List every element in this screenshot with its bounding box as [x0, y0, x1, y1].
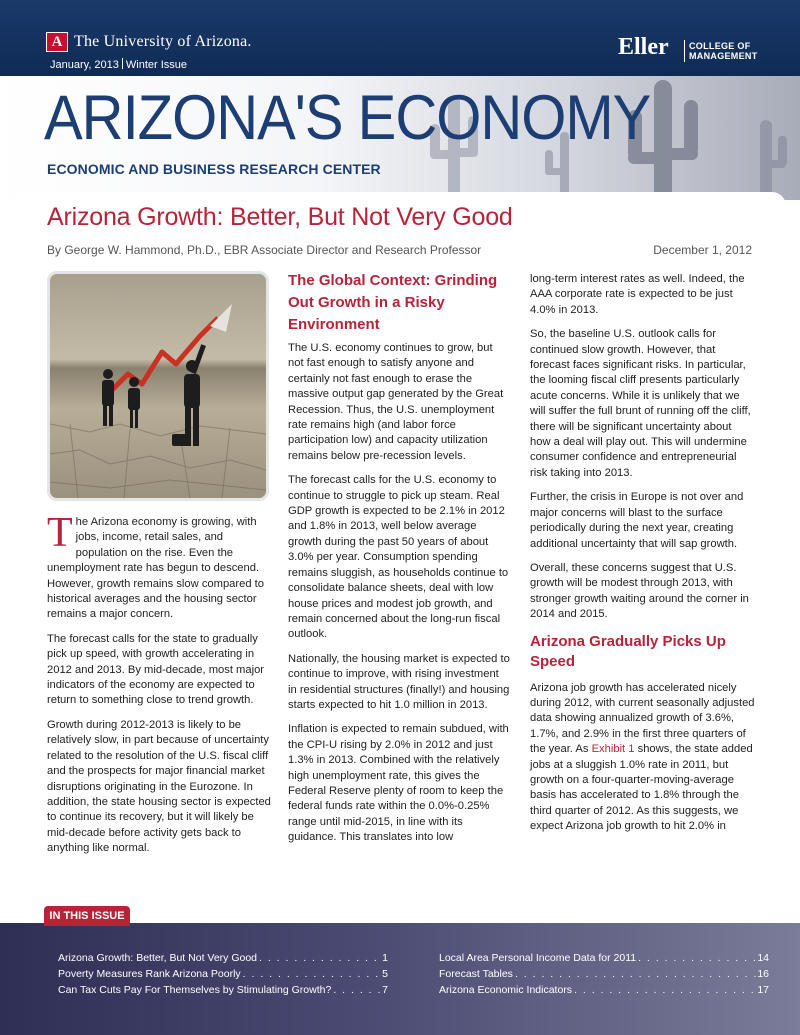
col1-paragraph-1-text: he Arizona economy is growing, with jobs, income, retail sales, and population on the rise. Even the unemployment rate has begun to descend. However, growth remains slow compared to historical averages and the housing sector remains a major concern.: [47, 516, 265, 621]
toc-item[interactable]: [439, 982, 769, 998]
toc-item-title: Poverty Measures Rank Arizona Poorly: [58, 968, 241, 980]
eller-sub-line2: MANAGEMENT: [689, 51, 758, 61]
article-column-1: [47, 510, 271, 866]
exhibit-1-link[interactable]: Exhibit 1: [591, 743, 635, 756]
in-this-issue-label: IN THIS ISSUE: [44, 906, 130, 926]
col2-paragraph-2: The forecast calls for the U.S. economy to continue to struggle to pick up steam. Real GDP growth is expected to be 2.1% in 2012 and 1.8% in 2013, well below average growth during the past 50 years of about 3.0% per year. Consumption spending remains sluggish, as households continue to consolidate balance sheets, deal with low house prices and modest job growth, and remain concerned about the long-run fiscal outlook.: [288, 474, 509, 641]
toc-item-page: 17: [757, 984, 769, 996]
toc-item[interactable]: [439, 950, 769, 966]
university-name: The University of Arizona.: [74, 33, 252, 50]
toc-item-title: Local Area Personal Income Data for 2011: [439, 952, 637, 964]
drop-cap: T: [47, 510, 73, 556]
toc-leader: [636, 950, 757, 966]
col3-paragraph-3: Further, the crisis in Europe is not over and major concerns will blast to the surface periodically during the next year, creating additional uncertainty that will sap growth.: [530, 491, 744, 550]
masthead-bar: [0, 0, 800, 76]
toc-leader: [257, 950, 382, 966]
article-photo: [47, 271, 269, 501]
toc-item-title: Arizona Growth: Better, But Not Very Good: [58, 952, 258, 964]
toc-item-title: Can Tax Cuts Pay For Themselves by Stimulating Growth?: [58, 984, 332, 996]
col3-paragraph-4: Overall, these concerns suggest that U.S. growth will be modest through 2013, with stronger growth waiting around the corner in 2014 and 2015.: [530, 561, 749, 621]
col3-paragraph-5-end: shows, the state added jobs at a sluggish 1.0% rate in 2011, but growth on a four-quarter-moving-average basis has accelerated to 1.8% through the third quarter of 2012. As this suggests, we expect Arizona job growth to hit 2.0% in: [530, 743, 753, 833]
section-heading-global-context: The Global Context: Grinding Out Growth in a Risky Environment: [288, 272, 498, 333]
business-people-growth-arrow-icon: [50, 274, 266, 498]
toc-item[interactable]: [58, 982, 388, 998]
toc-item-title: Arizona Economic Indicators: [439, 984, 573, 996]
article-date: December 1, 2012: [653, 243, 752, 257]
col2-paragraph-4: Inflation is expected to remain subdued, with the CPI-U rising by 2.0% in 2012 and just 1.3% in 2013. Combined with the relatively high unemployment rate, this gives the Federal Reserve plenty of room to keep the federal funds rate within the 0.0%-0.25% range until mid-2015, in line with its guidance. This translates into low: [288, 723, 509, 844]
col2-paragraph-3: Nationally, the housing market is expected to continue to improve, with rising investment in residential structures (finally!) and housing starts expected to hit 1.0 million in 2013.: [288, 652, 510, 711]
article-byline: By George W. Hammond, Ph.D., EBR Associate Director and Research Professor: [47, 243, 482, 257]
toc-item-page: 7: [382, 984, 388, 996]
col3-paragraph-2: So, the baseline U.S. outlook calls for continued slow growth. However, that forecast faces significant risks. In particular, the looming fiscal cliff presents particularly acute concerns. While it is unlikely that we will suffer the full brunt of running off the cliff, there will be significant uncertainty about how a deal will play out. This will undermine consumer confidence and entrepreneurial risk taking into 2013.: [530, 328, 751, 479]
issue-divider: [122, 58, 123, 69]
article-column-3: [530, 272, 755, 844]
toc-item-page: 5: [382, 968, 388, 980]
toc-leader: [241, 966, 382, 982]
col2-paragraph-1: The U.S. economy continues to grow, but not fast enough to satisfy anyone and certainly not fast enough to erase the massive output gap generated by the Great Recession. Thus, the U.S. unemployment rate remains high (and labor force participation low) and capacity utilization remains below pre-recession levels.: [288, 342, 504, 462]
col1-paragraph-3: Growth during 2012-2013 is likely to be relatively slow, in part because of uncertainty related to the resolution of the U.S. fiscal cliff and the prospects for major financial market disruptions originating in the Eurozone. In addition, the state housing sector is expected to continue its recovery, but it will likely be mid-decade before activity gets back to anything like normal.: [47, 718, 271, 855]
toc-right-column: [439, 950, 769, 998]
toc-leader: [572, 982, 757, 998]
col1-paragraph-1: [47, 510, 271, 623]
eller-sub-line1: COLLEGE OF: [689, 41, 751, 51]
issue-line: [50, 58, 187, 71]
toc-item-page: 1: [382, 952, 388, 964]
toc-item-page: 16: [757, 968, 769, 980]
toc-item[interactable]: [58, 950, 388, 966]
col3-paragraph-1: long-term interest rates as well. Indeed, the AAA corporate rate is expected to be just 4.0% in 2013.: [530, 273, 745, 316]
col3-paragraph-5: [530, 681, 755, 835]
article-title: Arizona Growth: Better, But Not Very Good: [47, 203, 513, 231]
eller-logo-subtitle: [689, 41, 758, 61]
issue-season: Winter Issue: [125, 59, 188, 71]
toc-leader: [513, 966, 757, 982]
university-logo-icon: A: [46, 32, 68, 52]
eller-logo: Eller: [618, 34, 669, 60]
toc-item[interactable]: [58, 966, 388, 982]
issue-date: January, 2013: [50, 59, 119, 71]
newsletter-subtitle: ECONOMIC AND BUSINESS RESEARCH CENTER: [47, 161, 381, 177]
toc-leader: [331, 982, 382, 998]
col3-paragraph-5-start: Arizona job growth has accelerated nicely during 2012, with current seasonally adjusted data showing annualized growth of 3.6%, 1.7%, and 2.9% in the first three quarters of the year. As: [530, 681, 755, 756]
eller-logo-divider: [684, 40, 685, 62]
newsletter-title: ARIZONA'S ECONOMY: [44, 82, 651, 154]
toc-item-title: Forecast Tables: [439, 968, 513, 980]
toc-item-page: 14: [757, 952, 769, 964]
article-column-2: [288, 341, 510, 855]
toc-left-column: [58, 950, 388, 998]
col1-paragraph-2: The forecast calls for the state to gradually pick up speed, with growth accelerating in 2012 and 2013. By mid-decade, most major indicators of the economy are expected to return to something close to trend growth.: [47, 632, 265, 707]
toc-item[interactable]: [439, 966, 769, 982]
section-heading-arizona-speed: Arizona Gradually Picks Up Speed: [530, 632, 726, 670]
